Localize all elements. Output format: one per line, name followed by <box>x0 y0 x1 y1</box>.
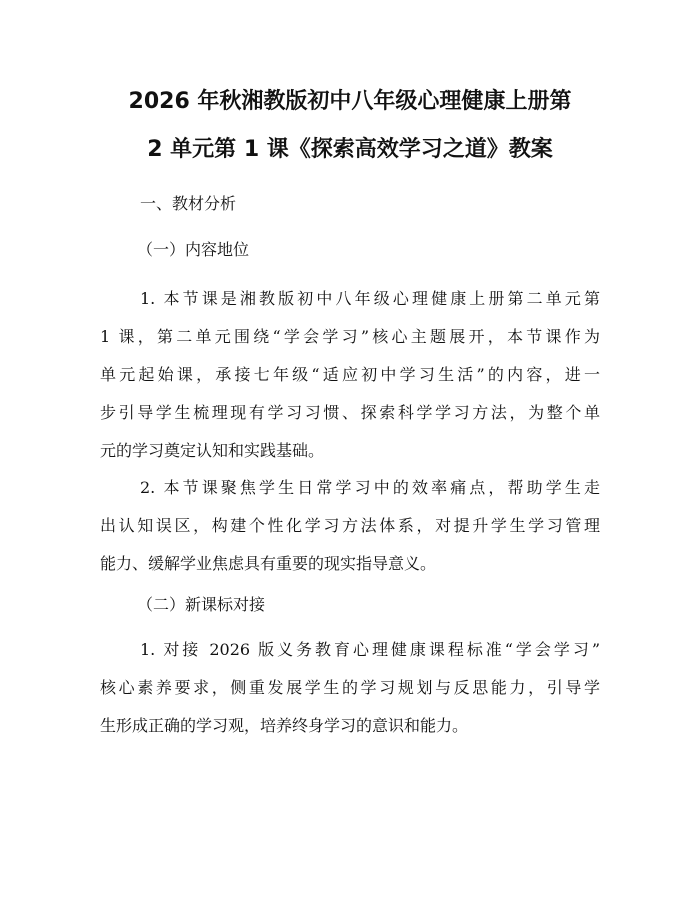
subsection-heading-content-position: （一）内容地位 <box>137 240 250 259</box>
paragraph-line: 出认知误区，构建个性化学习方法体系，对提升学生学习管理 <box>100 516 600 535</box>
paragraph-line: 2. 本节课聚焦学生日常学习中的效率痛点，帮助学生走 <box>140 478 600 497</box>
section-heading-textbook-analysis: 一、教材分析 <box>140 194 237 213</box>
subsection-heading-curriculum-standard: （二）新课标对接 <box>137 595 266 614</box>
paragraph-line: 核心素养要求，侧重发展学生的学习规划与反思能力，引导学 <box>100 678 600 697</box>
paragraph-line: 1. 本节课是湘教版初中八年级心理健康上册第二单元第 <box>140 289 600 308</box>
document-title-line-2: 2 单元第 1 课《探索高效学习之道》教案 <box>147 137 553 162</box>
paragraph-line: 1. 对接 2026 版义务教育心理健康课程标准“学会学习” <box>140 640 600 659</box>
document-title-line-1: 2026 年秋湘教版初中八年级心理健康上册第 <box>128 89 572 114</box>
paragraph-line: 单元起始课，承接七年级“适应初中学习生活”的内容，进一 <box>100 365 600 384</box>
paragraph-line: 步引导学生梳理现有学习习惯、探索科学学习方法，为整个单 <box>100 403 600 422</box>
paragraph-line: 1 课，第二单元围绕“学会学习”核心主题展开，本节课作为 <box>100 327 600 346</box>
paragraph-1 <box>100 285 600 475</box>
paragraph-line: 生形成正确的学习观，培养终身学习的意识和能力。 <box>100 716 469 735</box>
paragraph-line: 元的学习奠定认知和实践基础。 <box>100 441 325 460</box>
paragraph-line: 能力、缓解学业焦虑具有重要的现实指导意义。 <box>100 554 437 573</box>
paragraph-3 <box>100 636 600 750</box>
paragraph-2 <box>100 474 600 588</box>
